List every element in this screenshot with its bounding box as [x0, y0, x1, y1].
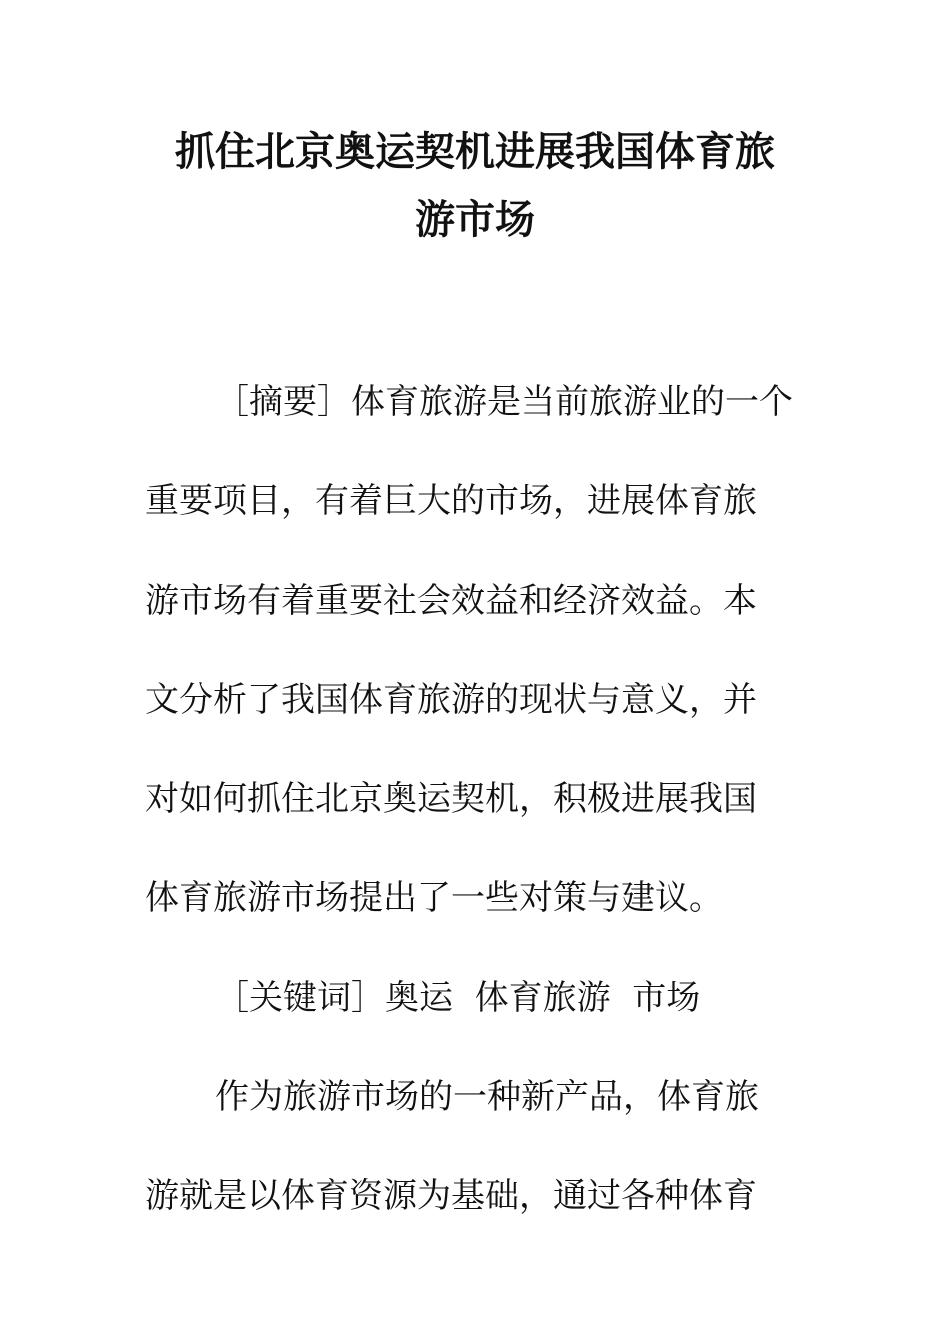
paragraph-line: 游就是以体育资源为基础，通过各种体育 [145, 1176, 757, 1216]
abstract-line: 游市场有着重要社会效益和经济效益。本 [145, 581, 757, 621]
document-title [140, 118, 810, 254]
abstract-line: 体育旅游市场提出了一些对策与建议。 [145, 878, 723, 918]
title-line: 抓住北京奥运契机进展我国体育旅 [175, 128, 775, 175]
abstract-line: ［摘要］体育旅游是当前旅游业的一个 [215, 382, 793, 422]
title-line: 游市场 [415, 196, 535, 243]
keywords-line: ［关键词］奥运 体育旅游 市场 [215, 978, 701, 1018]
abstract-line: 对如何抓住北京奥运契机，积极进展我国 [145, 779, 757, 819]
paragraph-line: 作为旅游市场的一种新产品，体育旅 [215, 1077, 759, 1117]
abstract-line: 文分析了我国体育旅游的现状与意义，并 [145, 680, 757, 720]
abstract-line: 重要项目，有着巨大的市场，进展体育旅 [145, 481, 757, 521]
